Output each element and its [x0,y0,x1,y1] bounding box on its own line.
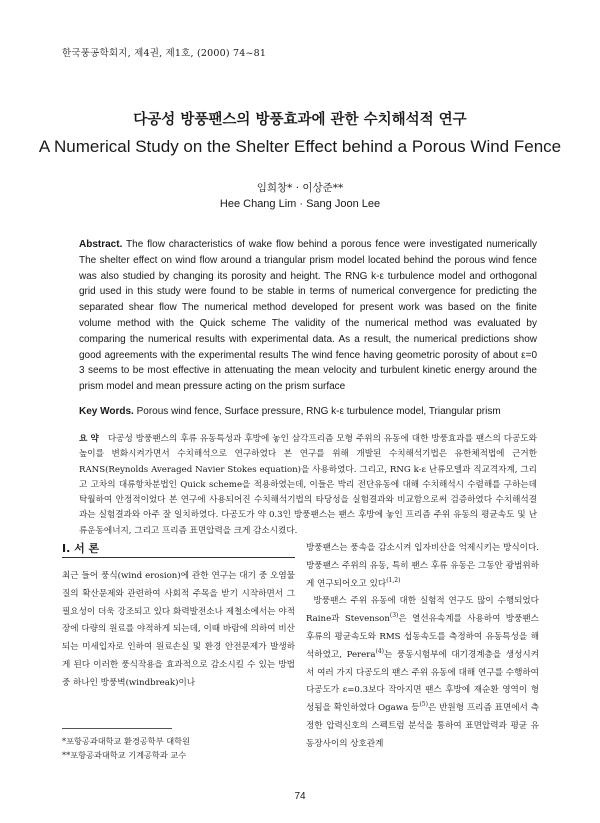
authors-korean: 임희창* · 이상준** [256,182,344,194]
korean-abstract-text: 다공성 방풍팬스의 후류 유동특성과 후방에 놓인 삼각프리즘 모형 주위의 유동에 대한 방풍효과를 팬스의 다공도와 높이를 변화시켜가면서 수치해석으로 연구하였다 본 연구를 위해 개발된 수치해석기법은 유한체적법에 근거한 RANS(Reynolds Averaged Navier Stokes equation)을 사용하였다. 그리고, RNG k-ε 난류모델과 직교격자계, 그리고 고차의 대류항차분법인 Quick scheme을 적용하였는데, 이들은 박리 전단유동에 대해 수치해석시 수렴해를 구하는데 탁월하여 안정적이었다 본 연구에 사용되어진 수치해석기법의 타당성을 실험결과와 비교함으로써 검증하였다 수치해석결과는 실험결과와 아주 잘 일치하였다. 다공도가 약 0.3인 방풍팬스는 팬스 후방에 놓인 프리즘 주위 유동의 평균속도 및 난류운동에너지, 그리고 프리즘 표면압력을 크게 감소시켰다. [79,434,537,536]
footnote-1: *포항공과대학교 환경공학부 대학원 [62,736,190,746]
right-column-text-5: 은 반원형 프리즘 표면에서 측정한 압력신호의 스펙트럼 분석을 통하여 표면압력과 평균 유동장사이의 상호관계 [306,703,540,749]
citation-ref-1: (1,2) [386,576,401,584]
right-column-text-4: 는 풍동시험부에 대기경계층을 생성시켜서 여러 가지 다공도의 팬스 주위 유동에 대해 연구를 수행하여 다공도가 ε=0.3보다 작아지면 팬스 후방에 재순환 영역이 형성됨을 확인하였다 Ogawa 등 [306,649,540,714]
abstract-block [79,237,537,395]
right-column [306,540,539,754]
right-column-text-3: 은 열선유속계를 사용하여 방풍팬스 후류의 평균속도와 RMS 섭동속도를 측정하여 유동특성을 해석하였고, Perera [306,614,539,660]
right-column-text-1: 방풍팬스는 풍속을 감소시켜 입자비산을 억제시키는 방식이다. 방풍팬스 주위의 유동, 특히 팬스 후류 유동은 그동안 광범위하게 연구되어오고 있다 [306,543,539,589]
citation-ref-3: (4) [375,647,384,655]
title-english: A Numerical Study on the Shelter Effect behind a Porous Wind Fence [38,137,562,156]
right-column-text-2: 방풍팬스 주위 유동에 대한 실험적 연구도 많이 수행되었다 Raine과 Stevenson [306,596,539,625]
keywords-text: Porous wind fence, Surface pressure, RNG k-ε turbulence model, Triangular prism [136,406,501,417]
footnote-divider [62,728,172,729]
section-heading-introduction: I. 서 론 [62,542,100,555]
korean-abstract-block [79,432,537,539]
left-column-text: 최근 들어 풍식(wind erosion)에 관한 연구는 대기 중 오염물질의 확산문제와 관련하여 사회적 주목을 받기 시작하면서 그 필요성이 더욱 강조되고 있다 화력발전소나 제철소에서는 야적장에 다량의 원료를 야적하게 되는데, 이때 바람에 의하여 비산되는 미세입자로 인하여 원료손실 및 환경 안전문제가 발생하게 된다 이러한 풍식작용을 효과적으로 감소시킬 수 있는 방법 중 하나인 방풍벽(windbreak)이나 [62,571,295,688]
citation-ref-2: (3) [389,612,399,620]
journal-citation: 한국풍공학회지, 제4권, 제1호, (2000) 74~81 [62,48,267,59]
title-korean: 다공성 방풍팬스의 방풍효과에 관한 수치해석적 연구 [133,112,467,128]
keywords-label: Key Words. [79,406,134,417]
page-number: 74 [294,791,306,802]
footnote-2: **포항공과대학교 기계공학과 교수 [62,749,187,760]
authors-english: Hee Chang Lim · Sang Joon Lee [219,198,381,210]
keywords-block [79,406,537,417]
abstract-label: Abstract. [79,239,123,250]
section-divider [62,557,295,558]
abstract-text: The flow characteristics of wake flow behind a porous fence were investigated numerically The shelter effect on wind flow around a triangular prism model located behind the porous wind fence was also studied by changing its porosity and height. The RNG k-ε turbulence model and orthogonal grid used in this study were found to be stable in terms of numerical convergence for predicting the separated shear flow The numerical method developed for present work was based on the finite volume method with the Quick scheme The validity of the numerical method was evaluated by comparing the numerical results with experimental data. As a result, the numerical predictions show good agreements with the experimental results The wind fence having geometric porosity of about ε=0 3 seems to be most effective in attenuating the mean velocity and turbulent kinetic energy around the prism model and mean pressure acting on the prism surface [79,239,537,393]
korean-abstract-label: 요 약 [79,434,99,444]
footnotes [62,735,295,762]
citation-ref-4: (5) [419,701,428,709]
